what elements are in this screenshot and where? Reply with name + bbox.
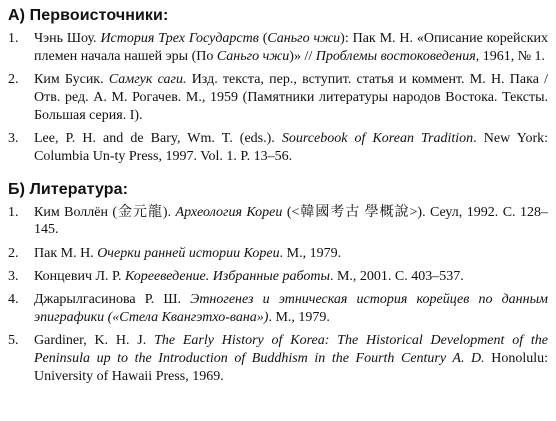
reference-text — [34, 204, 548, 240]
primary-sources-list — [8, 30, 548, 166]
text-run: , 1961, № 1. — [475, 48, 546, 64]
list-item — [8, 204, 548, 240]
item-number: 2. — [8, 72, 19, 88]
text-run: Изд. текста, пер., вступит. статья и коммент. М. Н. Пака / Отв. ред. А. М. Рогачев. М., 1959 (Памятники литературы народов Востока. Тексты. Большая серия. I). — [34, 72, 549, 123]
section-heading-literature: Б) Литература: — [8, 180, 129, 198]
item-number: 3. — [8, 130, 19, 146]
text-run: Honolulu: University of Hawaii Press, 1969. — [34, 351, 548, 384]
item-number: 5. — [8, 333, 19, 349]
text-run: Чэнь Шоу. — [34, 31, 101, 46]
title-italic: The Early History of Korea: The Historical Development of the Peninsula up to the Introduction of Buddhism in the Fourth Century A. D. — [34, 333, 548, 367]
item-number: 4. — [8, 292, 19, 308]
title-italic: Самгук саги. — [108, 72, 187, 88]
item-number: 1. — [8, 31, 19, 46]
text-run: (<韓國考古 學概說>). Сеул, 1992. С. 128–145. — [34, 204, 548, 238]
item-number: 3. — [8, 268, 19, 284]
text-run: Gardiner, K. H. J. — [34, 333, 155, 349]
text-run: )» // — [289, 48, 316, 64]
reference-text — [34, 71, 548, 124]
reference-text — [34, 245, 548, 263]
list-item — [8, 268, 548, 286]
list-item — [8, 130, 548, 166]
text-run: . М., 2001. С. 403–537. — [329, 268, 464, 284]
text-run: . М., 1979. — [279, 245, 342, 261]
reference-text — [34, 268, 548, 286]
text-run: Lee, P. H. and de Bary, Wm. T. (eds.). — [34, 130, 282, 146]
text-run: Концевич Л. Р. — [34, 268, 126, 284]
title-italic: Sourcebook of Korean Tradition — [281, 130, 474, 146]
title-italic: История Трех Государств — [100, 31, 259, 46]
reference-text — [34, 30, 548, 66]
journal-italic: Проблемы востоковедения — [315, 48, 476, 64]
text-run: Джарылгасинова Р. Ш. — [34, 292, 191, 308]
list-item — [8, 291, 548, 327]
title-italic: Корееведение. Избранные работы — [125, 268, 330, 284]
list-item — [8, 30, 548, 66]
title-italic: Саньго чжи — [216, 48, 290, 64]
text-run: . New York: Columbia Un-ty Press, 1997. Vol. 1. P. 13–56. — [34, 130, 549, 164]
list-item — [8, 245, 548, 263]
reference-text — [34, 130, 548, 166]
section-heading-primary-sources: А) Первоисточники: — [8, 7, 169, 24]
title-italic: Этногенез и этническая история корейцев по данным эпиграфики («Стела Квангэтхо-вана») — [34, 292, 548, 326]
text-run: . М., 1979. — [268, 310, 330, 326]
text-run: Ким Воллён (金元龍). — [34, 204, 176, 220]
title-italic: Саньго чжи — [267, 31, 341, 46]
title-italic: Археология Кореи — [175, 204, 283, 220]
text-run: Пак М. Н. — [34, 245, 98, 261]
text-run: ( — [258, 31, 268, 46]
title-italic: Очерки ранней истории Кореи — [97, 245, 280, 261]
item-number: 1. — [8, 204, 19, 220]
reference-text — [34, 291, 548, 327]
literature-list — [8, 204, 548, 386]
text-run: ): Пак М. Н. «Описание корейских племен начала нашей эры (По — [34, 31, 548, 64]
text-run: Ким Бусик. — [34, 72, 109, 88]
list-item — [8, 332, 548, 385]
item-number: 2. — [8, 245, 19, 261]
reference-text — [34, 332, 548, 385]
list-item — [8, 71, 548, 124]
